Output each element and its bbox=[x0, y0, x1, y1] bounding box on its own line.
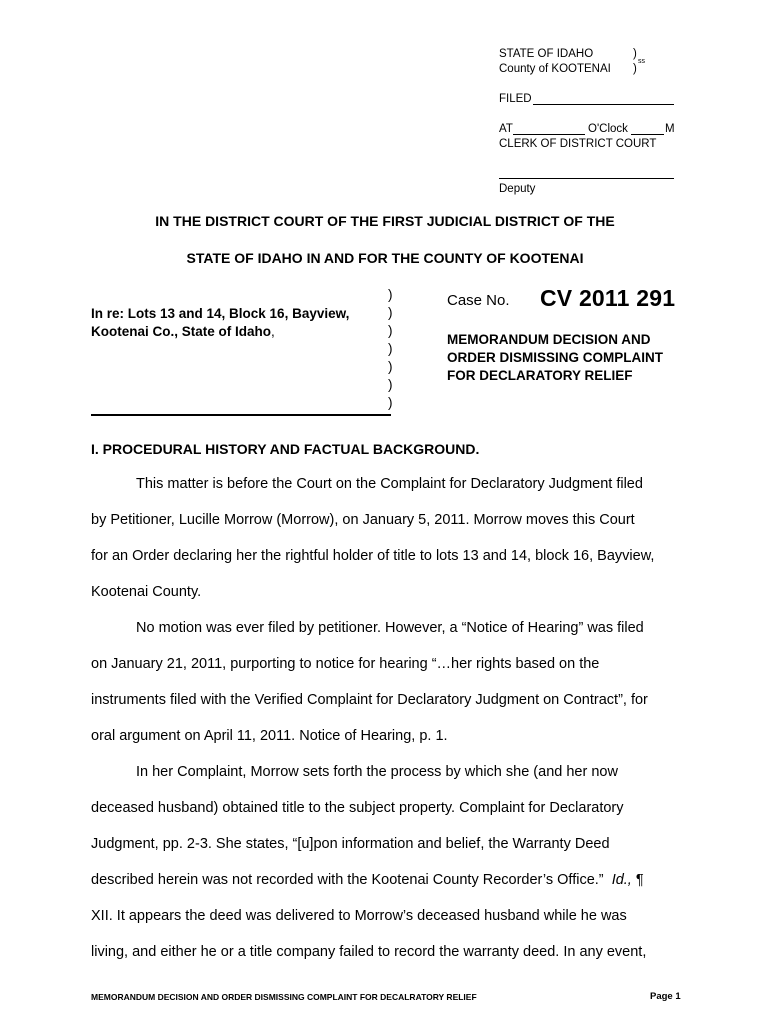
body-line: Judgment, pp. 2-3. She states, “[u]pon information and belief, the Warranty Deed bbox=[91, 836, 610, 852]
caption-rule bbox=[91, 414, 391, 416]
section-heading: I. PROCEDURAL HISTORY AND FACTUAL BACKGROUND. bbox=[91, 441, 480, 457]
case-number-label: Case No. bbox=[447, 292, 510, 309]
page-number: Page 1 bbox=[650, 991, 681, 1002]
footer-title: MEMORANDUM DECISION AND ORDER DISMISSING COMPLAINT FOR DECALRATORY RELIEF bbox=[91, 992, 477, 1002]
body-line: deceased husband) obtained title to the subject property. Complaint for Declaratory bbox=[91, 800, 624, 816]
caption-paren: ) bbox=[388, 287, 393, 302]
body-line: XII. It appears the deed was delivered to Morrow’s deceased husband while he was bbox=[91, 908, 627, 924]
decision-title-line-3: FOR DECLARATORY RELIEF bbox=[447, 368, 633, 383]
caption-paren: ) bbox=[388, 359, 393, 374]
body-line: living, and either he or a title company failed to record the warranty deed. In any event, bbox=[91, 944, 647, 960]
state-paren: ) bbox=[633, 48, 637, 60]
court-heading-line-1: IN THE DISTRICT COURT OF THE FIRST JUDICIAL DISTRICT OF THE bbox=[155, 213, 615, 229]
body-line-text: described herein was not recorded with the Kootenai County Recorder’s Office.” bbox=[91, 872, 604, 888]
in-re-line-1: In re: Lots 13 and 14, Block 16, Bayview, bbox=[91, 306, 350, 321]
in-re-location: Kootenai Co., State of Idaho bbox=[91, 324, 272, 339]
body-line: on January 21, 2011, purporting to notice for hearing “…her rights based on the bbox=[91, 656, 600, 672]
caption-paren: ) bbox=[388, 341, 393, 356]
decision-title-line-2: ORDER DISMISSING COMPLAINT bbox=[447, 350, 664, 365]
caption-paren: ) bbox=[388, 323, 393, 338]
body-line: This matter is before the Court on the Complaint for Declaratory Judgment filed bbox=[136, 476, 643, 492]
body-line: for an Order declaring her the rightful holder of title to lots 13 and 14, block 16, Bayview, bbox=[91, 548, 655, 564]
filed-label: FILED bbox=[499, 93, 532, 105]
at-blank-line bbox=[513, 134, 585, 135]
county-paren: ) bbox=[633, 63, 637, 75]
body-line: Kootenai County. bbox=[91, 584, 202, 600]
citation-id: Id., bbox=[611, 872, 632, 888]
paragraph-mark: ¶ bbox=[635, 872, 644, 888]
body-line bbox=[91, 872, 644, 888]
filed-blank-line bbox=[533, 104, 674, 105]
at-label: AT bbox=[499, 123, 513, 135]
state-line: STATE OF IDAHO bbox=[499, 48, 594, 60]
body-line: oral argument on April 11, 2011. Notice of Hearing, p. 1. bbox=[91, 728, 448, 744]
oclock-blank-line bbox=[631, 134, 664, 135]
deputy-signature-line bbox=[499, 178, 674, 179]
in-re-comma: , bbox=[271, 324, 275, 339]
deputy-label: Deputy bbox=[499, 183, 536, 195]
body-line: instruments filed with the Verified Complaint for Declaratory Judgment on Contract”, for bbox=[91, 692, 648, 708]
clerk-label: CLERK OF DISTRICT COURT bbox=[499, 138, 657, 150]
caption-paren: ) bbox=[388, 395, 393, 410]
in-re-line-2 bbox=[91, 323, 275, 341]
county-line: County of KOOTENAI bbox=[499, 63, 611, 75]
caption-paren: ) bbox=[388, 305, 393, 320]
body-line: In her Complaint, Morrow sets forth the process by which she (and her now bbox=[136, 764, 618, 780]
case-number-value: CV 2011 291 bbox=[540, 285, 676, 311]
body-line: No motion was ever filed by petitioner. However, a “Notice of Hearing” was filed bbox=[136, 620, 644, 636]
court-heading-line-2: STATE OF IDAHO IN AND FOR THE COUNTY OF KOOTENAI bbox=[186, 250, 584, 266]
oclock-label: O'Clock bbox=[588, 123, 628, 135]
body-line: by Petitioner, Lucille Morrow (Morrow), on January 5, 2011. Morrow moves this Court bbox=[91, 512, 635, 528]
caption-paren: ) bbox=[388, 377, 393, 392]
decision-title-line-1: MEMORANDUM DECISION AND bbox=[447, 332, 651, 347]
m-label: M bbox=[665, 123, 675, 135]
ss-mark: ss bbox=[638, 58, 645, 65]
